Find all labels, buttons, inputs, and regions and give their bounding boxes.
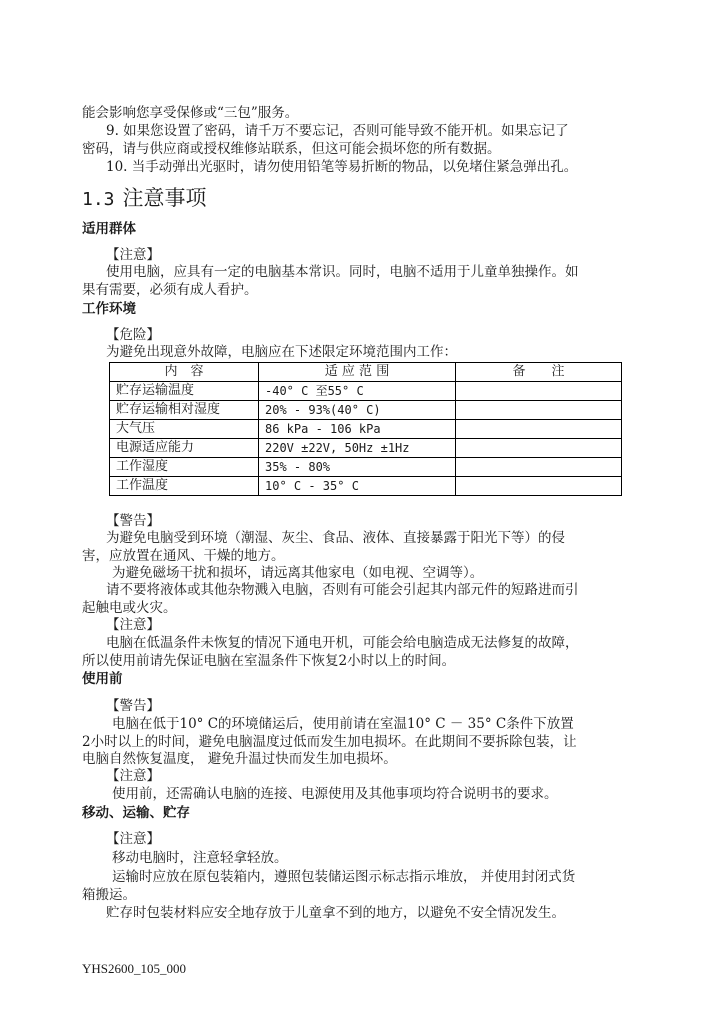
table-cell — [456, 458, 622, 477]
paragraph-line: 电脑在低于10° C的环境储运后，使用前请在室温10° C － 35° C条件下放置 — [112, 716, 574, 732]
table-cell: 20% - 93%(40° C) — [259, 401, 456, 420]
table-header-row — [110, 363, 622, 382]
table-cell: 电源适应能力 — [110, 439, 259, 458]
paragraph-line: 运输时应放在原包装箱内，遵照包装储运图示标志指示堆放， 并使用封闭式货 — [112, 869, 576, 885]
table-cell — [456, 477, 622, 496]
table-cell — [456, 420, 622, 439]
intro-item-9: 9. 如果您设置了密码，请千万不要忘记，否则可能导致不能开机。如果忘记了 — [106, 123, 569, 139]
paragraph-line: 贮存时包装材料应安全地存放于儿童拿不到的地方，以避免不安全情况发生。 — [106, 905, 565, 921]
paragraph-line: 移动电脑时，注意轻拿轻放。 — [112, 850, 288, 866]
document-code: YHS2600_105_000 — [82, 961, 187, 976]
note-tag: 【注意】 — [106, 617, 160, 633]
note-tag: 【注意】 — [106, 831, 160, 847]
note-tag: 【注意】 — [106, 247, 160, 263]
paragraph-line: 2小时以上的时间，避免电脑温度过低而发生加电损坏。在此期间不要拆除包装，让 — [82, 734, 577, 750]
paragraph-line: 请不要将液体或其他杂物溅入电脑，否则有可能会引起其内部元件的短路进而引 — [106, 582, 579, 598]
intro-line-1: 能会影响您享受保修或“三包”服务。 — [82, 105, 299, 121]
column-header-content: 内 容 — [110, 363, 259, 382]
heading-work-environment: 工作环境 — [82, 301, 136, 317]
table-cell: 86 kPa - 106 kPa — [259, 420, 456, 439]
heading-target-users: 适用群体 — [82, 221, 136, 237]
paragraph-line: 电脑在低温条件未恢复的情况下通电开机，可能会给电脑造成无法修复的故障， — [106, 635, 579, 651]
paragraph-line: 电脑自然恢复温度， 避免升温过快而发生加电损坏。 — [82, 751, 397, 767]
danger-tag: 【危险】 — [106, 327, 160, 343]
section-heading — [82, 184, 207, 214]
paragraph-line: 所以使用前请先保证电脑在室温条件下恢复2小时以上的时间。 — [82, 653, 456, 669]
heading-move-transport-storage: 移动、运输、贮存 — [82, 805, 190, 821]
paragraph-line: 果有需要，必须有成人看护。 — [82, 282, 258, 298]
warning-tag: 【警告】 — [106, 513, 160, 529]
table-row — [110, 401, 622, 420]
warning-tag: 【警告】 — [106, 698, 160, 714]
table-cell — [456, 401, 622, 420]
table-cell: 贮存运输温度 — [110, 382, 259, 401]
paragraph-line: 使用前，还需确认电脑的连接、电源使用及其他事项均符合说明书的要求。 — [112, 786, 558, 802]
table-cell: 工作湿度 — [110, 458, 259, 477]
paragraph-line: 为避免磁场干扰和损坏，请远离其他家电（如电视、空调等）。 — [112, 565, 484, 581]
environment-table — [109, 362, 622, 496]
table-cell: 工作温度 — [110, 477, 259, 496]
paragraph-line: 箱搬运。 — [82, 887, 136, 903]
table-lead: 为避免出现意外故障，电脑应在下述限定环境范围内工作： — [106, 344, 457, 360]
heading-before-use: 使用前 — [82, 671, 123, 687]
table-cell: 10° C - 35° C — [259, 477, 456, 496]
intro-item-9-cont: 密码，请与供应商或授权维修站联系，但这可能会损坏您的所有数据。 — [82, 141, 501, 157]
table-row — [110, 439, 622, 458]
table-row — [110, 458, 622, 477]
column-header-remarks: 备 注 — [456, 363, 622, 382]
paragraph-line: 使用电脑，应具有一定的电脑基本常识。同时，电脑不适用于儿童单独操作。如 — [106, 264, 579, 280]
section-number: 1.3 — [82, 189, 115, 210]
paragraph-line: 为避免电脑受到环境（潮湿、灰尘、食品、液体、直接暴露于阳光下等）的侵 — [106, 530, 565, 546]
table-cell: -40° C 至55° C — [259, 382, 456, 401]
table-cell — [456, 439, 622, 458]
intro-item-10: 10. 当手动弹出光驱时，请勿使用铅笔等易折断的物品，以免堵住紧急弹出孔。 — [106, 159, 578, 175]
table-cell: 大气压 — [110, 420, 259, 439]
table-cell: 35% - 80% — [259, 458, 456, 477]
table-cell: 贮存运输相对湿度 — [110, 401, 259, 420]
paragraph-line: 起触电或火灾。 — [82, 600, 177, 616]
table-row — [110, 420, 622, 439]
section-title: 注意事项 — [122, 186, 207, 210]
paragraph-line: 害，应放置在通风、干燥的地方。 — [82, 548, 285, 564]
table-cell — [456, 382, 622, 401]
column-header-range: 适 应 范 围 — [259, 363, 456, 382]
note-tag: 【注意】 — [106, 768, 160, 784]
table-row — [110, 477, 622, 496]
table-row — [110, 382, 622, 401]
table-cell: 220V ±22V, 50Hz ±1Hz — [259, 439, 456, 458]
